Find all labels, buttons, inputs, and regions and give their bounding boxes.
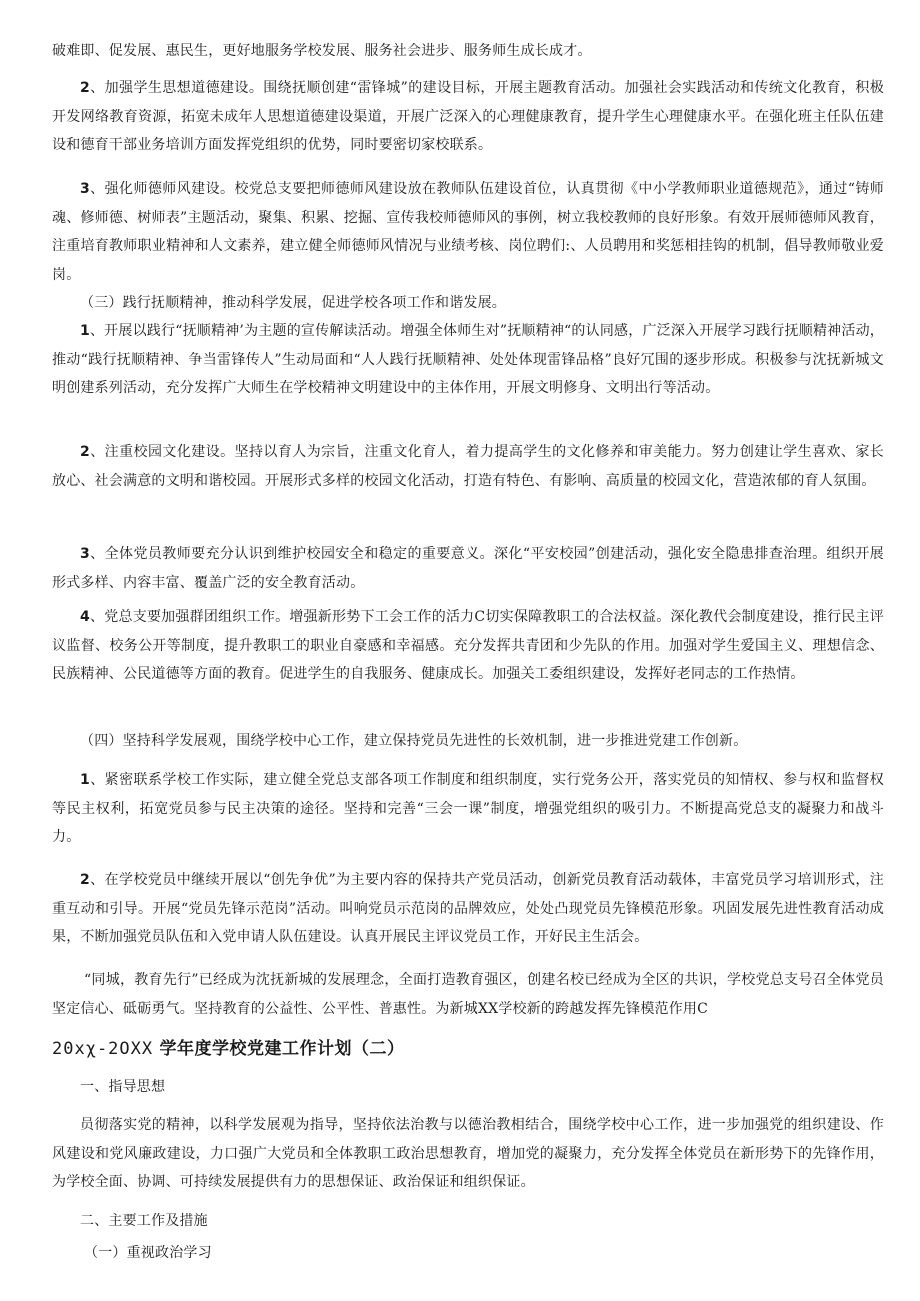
- paragraph-campus-culture: 2、注重校园文化建设。坚持以育人为宗旨，注重文化育人，着力提高学生的文化修养和审美能力。努力创建让学生喜欢、家长放心、社会满意的文明和谐校园。开展形式多样的校园文化活动，打造有特色、有影响、高质量的校园文化，营造浓郁的育人氛围。: [52, 444, 884, 489]
- paragraph-campus-safety: 3、全体党员教师要充分认识到维护校园安全和稳定的重要意义。深化“平安校园”创建活动，强化安全隐患排查治理。组织开展形式多样、内容丰富、覆盖广泛的安全教育活动。: [52, 546, 884, 591]
- subsection-political-study: （一）重视政治学习: [84, 1245, 212, 1261]
- paragraph-closing: “同城，教育先行”已经成为沈抚新城的发展理念，全面打造教育强区，创建名校已经成为全区的共识，学校党总支号召全体党员坚定信心、砥砺勇气。坚持教育的公益性、公平性、普惠性。为新城XX学校新的跨越发挥先锋模范作用C: [52, 972, 884, 1017]
- paragraph-fushun-spirit: 1、开展以践行“抚顺精神’为主题的宣传解读活动。增强全体师生对”抚顺精神“的认同感，广泛深入开展学习践行抚顺精神活动，推动“践行抚顺精神、争当雷锋传人”生动局面和“人人践行抚顺精神、处处体现雷锋品格”良好冗围的逐步形成。积极参与沈抚新城文明创建系列活动，充分发挥广大师生在学校精神文明建设中的主体作用，开展文明修身、文明出行等活动。: [52, 323, 884, 396]
- paragraph-teacher-ethics: 3、强化师德师风建设。校党总支要把师德师风建设放在教师队伍建设首位，认真贯彻《中小学教师职业道德规范》，通过“铸师魂、修师德、树师表”主题活动，聚集、积累、挖掘、宣传我校师德师风的事例，树立我校教师的良好形象。有效开展师德师风教育，注重培育教师职业精神和人文素养，建立健全师德师风情况与业绩考核、岗位聘们:、人员聘用和奖惩相挂钩的机制，倡导教师敬业爱岗。: [52, 181, 884, 283]
- paragraph-continuation: 破难即、促发展、惠民生，更好地服务学校发展、服务社会进步、服务师生成长成才。: [52, 43, 592, 59]
- paragraph-party-system: 1、紧密联系学校工作实际，建立健全党总支部各项工作制度和组织制度，实行党务公开，落实党员的知情权、参与权和监督权等民主权利，拓宽党员参与民主决策的途径。坚持和完善“三会一课”制度，增强党组织的吸引力。不断提高党总支的凝聚力和战斗力。: [52, 772, 884, 845]
- section-one-title: 一、指导思想: [80, 1079, 166, 1095]
- plan-title: 20xχ-2OXX 学年度学校党建工作计划（二）: [52, 1039, 405, 1059]
- section-two-title: 二、主要工作及措施: [80, 1213, 208, 1229]
- paragraph-mass-organizations: 4、党总支要加强群团组织工作。增强新形势下工会工作的活力C切实保障教职工的合法权益。深化教代会制度建设，推行民主评议监督、校务公开等制度，提升教职工的职业自豪感和幸福感。充分发挥共青团和少先队的作用。加强对学生爱国主义、理想信念、民族精神、公民道德等方面的教育。促进学生的自我服务、健康成长。加强关工委组织建设，发挥好老同志的工作热情。: [52, 609, 884, 682]
- section-one-body: 员彻落实党的精神，以科学发展观为指导，坚持依法治教与以德治教相结合，围绕学校中心工作，进一步加强党的组织建设、作风建设和党风廉政建设，力口强广大党员和全体教职工政治思想教育，增加党的凝聚力，充分发挥全体党员在新形势下的先锋作用，为学校全面、协调、可持续发展提供有力的思想保证、政治保证和组织保证。: [52, 1117, 884, 1190]
- section-heading-four: （四）坚持科学发展观，围绕学校中心工作，建立保持党员先进性的长效机制，进一步推进党建工作创新。: [80, 733, 748, 749]
- paragraph-moral-education: 2、加强学生思想道德建设。围绕抚顺创建“雷锋城”的建设目标，开展主题教育活动。加强社会实践活动和传统文化教育，积极开发网络教育资源，拓宽未成年人思想道德建设渠道，开展广泛深入的心理健康教育，提升学生心理健康水平。在强化班主任队伍建设和德育干部业务培训方面发挥党组织的优势，同时要密切家校联系。: [52, 80, 884, 153]
- paragraph-excellence-activity: 2、在学校党员中继续开展以“创先争优”为主要内容的保持共产党员活动，创新党员教育活动载体，丰富党员学习培训形式，注重互动和引导。开展“党员先锋示范岗”活动。叫响党员示范岗的品牌效应，处处凸现党员先锋模范形象。巩固发展先进性教育活动成果，不断加强党员队伍和入党申请人队伍建设。认真开展民主评议党员工作，开好民主生活会。: [52, 872, 884, 945]
- section-heading-three: （三）践行抚顺精神，推动科学发展，促进学校各项工作和谐发展。: [80, 295, 506, 311]
